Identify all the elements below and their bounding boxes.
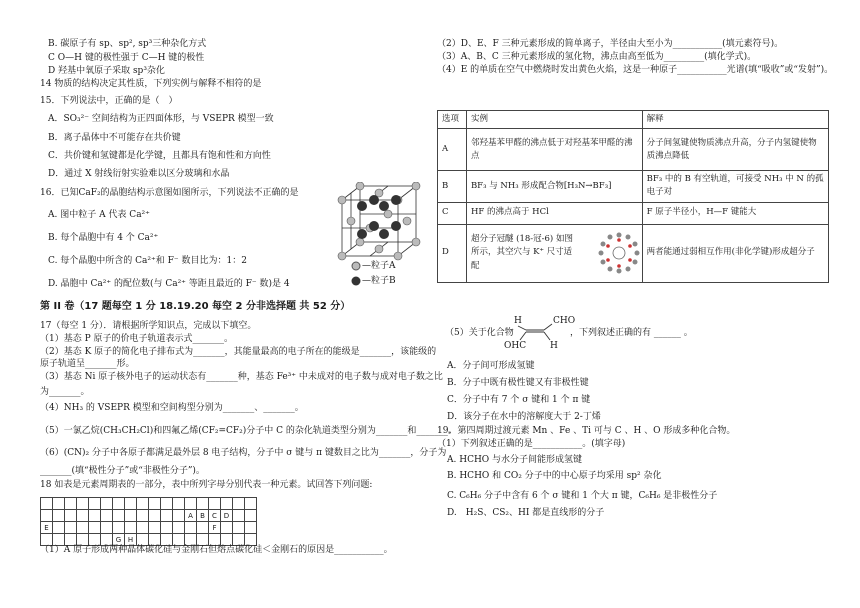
periodic-cell <box>185 522 197 534</box>
q16-option-b: B. 每个晶胞中有 4 个 Ca²⁺ <box>48 233 159 243</box>
q14-row-opt: D <box>438 224 467 282</box>
periodic-cell <box>245 534 257 546</box>
q17-2b: 原子轨道呈_______形。 <box>40 359 135 369</box>
periodic-cell <box>221 498 233 510</box>
periodic-cell <box>137 498 149 510</box>
periodic-cell <box>185 498 197 510</box>
q16-option-c: C. 每个晶胞中所含的 Ca²⁺和 F⁻ 数目比为：1：2 <box>48 256 247 266</box>
q17-4: （4）NH₃ 的 VSEPR 模型和空间构型分别为_______、_______。 <box>40 403 304 413</box>
periodic-cell <box>149 522 161 534</box>
q14-row-opt: C <box>438 202 467 224</box>
periodic-cell <box>137 534 149 546</box>
q16-option-a: A. 图中粒子 A 代表 Ca²⁺ <box>48 210 150 220</box>
q17-6b: _______(填“极性分子”或“非极性分子”)。 <box>40 466 205 476</box>
legend-particle-b: —粒子B <box>362 276 396 286</box>
periodic-cell <box>113 510 125 522</box>
periodic-cell <box>65 510 77 522</box>
periodic-cell <box>53 510 65 522</box>
q17-stem: 17（每空 1 分）．请根据所学知识点，完成以下填空。 <box>40 321 257 331</box>
periodic-cell <box>161 510 173 522</box>
q14-row-opt: B <box>438 171 467 202</box>
element-cell-F: F <box>209 522 221 534</box>
periodic-cell <box>89 522 101 534</box>
periodic-cell <box>41 510 53 522</box>
q19-option-b: B. HCHO 和 CO₂ 分子中的中心原子均采用 sp² 杂化 <box>447 471 662 481</box>
periodic-cell <box>77 498 89 510</box>
section-2-heading: 第 II 卷（17 题每空 1 分 18.19.20 每空 2 分非选择题 共 52 分） <box>40 301 351 312</box>
q14-row-example <box>466 224 642 282</box>
q14-row-explanation: BF₃ 中的 B 有空轨道，可接受 NH₃ 中 N 的孤电子对 <box>642 171 828 202</box>
q20-option-c: C．分子中有 7 个 σ 键和 1 个 π 键 <box>447 395 591 405</box>
caf2-unit-cell-diagram <box>328 182 428 262</box>
periodic-cell <box>53 534 65 546</box>
q20-option-b: B．分子中既有极性键又有非极性键 <box>447 378 589 388</box>
q13-option-d: D 羟基中氧原子采取 sp³杂化 <box>48 66 165 76</box>
periodic-cell <box>65 522 77 534</box>
q16-stem: 16．已知CaF₂的晶胞结构示意图如图所示，下列说法不正确的是 <box>40 188 299 198</box>
periodic-cell <box>89 534 101 546</box>
periodic-cell <box>65 534 77 546</box>
periodic-cell <box>113 498 125 510</box>
periodic-cell <box>233 534 245 546</box>
periodic-cell <box>209 498 221 510</box>
q19-stem: 19．第四周期过渡元素 Mn 、Fe 、Ti 可与 C 、H 、O 形成多种化合物。 <box>437 426 736 436</box>
element-cell-C: C <box>209 510 221 522</box>
periodic-cell <box>161 522 173 534</box>
periodic-cell <box>221 534 233 546</box>
periodic-cell <box>41 498 53 510</box>
periodic-cell <box>149 534 161 546</box>
periodic-cell <box>221 522 233 534</box>
periodic-cell <box>209 534 221 546</box>
q14-row-explanation: 两者能通过弱相互作用(非化学键)形成超分子 <box>642 224 828 282</box>
q19-option-c: C. C₆H₆ 分子中含有 6 个 σ 键和 1 个大 π 键，C₆H₆ 是非极性分子 <box>447 491 718 501</box>
q15-stem: 15．下列说法中，正确的是（ ） <box>40 96 178 106</box>
periodic-cell <box>233 522 245 534</box>
q15-option-b: B．离子晶体中不可能存在共价键 <box>48 133 181 143</box>
element-cell-B: B <box>197 510 209 522</box>
periodic-cell <box>173 522 185 534</box>
periodic-cell <box>173 534 185 546</box>
periodic-cell <box>149 510 161 522</box>
q17-3b: 为_______。 <box>40 387 90 397</box>
element-cell-H: H <box>125 534 137 546</box>
q14-row-d-example-text: 超分子冠醚 (18-冠-6) 如图所示，其空穴与 K⁺ 尺寸适配 <box>470 234 573 271</box>
periodic-cell <box>245 510 257 522</box>
periodic-cell <box>245 522 257 534</box>
periodic-cell <box>101 498 113 510</box>
q14-header-example: 实例 <box>466 111 642 129</box>
q15-option-c: C．共价键和氢键都是化学键，且都具有饱和性和方向性 <box>48 151 271 161</box>
periodic-cell <box>137 522 149 534</box>
q14-row-explanation: F 原子半径小，H—F 键能大 <box>642 202 828 224</box>
q15-option-a: A．SO₃²⁻ 空间结构为正四面体形，与 VSEPR 模型一致 <box>48 114 274 124</box>
periodic-cell <box>101 534 113 546</box>
q18-3: （3）A、B、C 三种元素形成的氢化物，沸点由高至低为_________(填化学式)。 <box>437 52 757 62</box>
periodic-cell <box>113 522 125 534</box>
periodic-cell <box>197 498 209 510</box>
mol-ohc: OHC <box>504 341 527 351</box>
q14-header-explanation: 解释 <box>642 111 828 129</box>
q13-option-b: B. 碳原子有 sp、sp², sp³三种杂化方式 <box>48 39 207 49</box>
q17-5: （5）一氯乙烷(CH₃CH₂Cl)和四氟乙烯(CF₂=CF₂)分子中 C 的杂化轨道类型分别为_______和_______。 <box>40 426 457 436</box>
periodic-cell <box>173 510 185 522</box>
q19-option-d: D. H₂S、CS₂、HI 都是直线形的分子 <box>447 508 605 518</box>
q19-1: （1）下列叙述正确的是___________。(填字母) <box>437 439 626 449</box>
q17-2a: （2）基态 K 原子的简化电子排布式为_______，其能量最高的电子所在的能级是_______，该能级的 <box>40 347 437 357</box>
legend-particle-a: —粒子A <box>362 261 396 271</box>
q18-2: （2）D、E、F 三种元素形成的简单离子，半径由大至小为___________(填元素符号)。 <box>437 39 784 49</box>
periodic-cell <box>41 534 53 546</box>
periodic-cell <box>125 522 137 534</box>
q17-3a: （3）基态 Ni 原子核外电子的运动状态有_______种，基态 Fe³⁺ 中未成对的电子数与成对电子数之比 <box>40 372 443 382</box>
q19-option-a: A. HCHO 与水分子间能形成氢键 <box>447 455 583 465</box>
periodic-cell <box>197 522 209 534</box>
q20-5-tail: ，下列叙述正确的有 ______ 。 <box>570 328 693 338</box>
q16-option-d: D. 晶胞中 Ca²⁺ 的配位数(与 Ca²⁺ 等距且最近的 F⁻ 数)是 4 <box>48 279 290 289</box>
mol-cho: CHO <box>553 316 576 326</box>
periodic-cell <box>77 534 89 546</box>
periodic-cell <box>125 498 137 510</box>
q17-1: （1）基态 P 原子的价电子轨道表示式_______。 <box>40 334 234 344</box>
periodic-table-fragment <box>40 497 257 546</box>
periodic-cell <box>53 498 65 510</box>
periodic-cell <box>137 510 149 522</box>
q14-header-option: 选项 <box>438 111 467 129</box>
element-cell-E: E <box>41 522 53 534</box>
periodic-cell <box>77 510 89 522</box>
q14-row-opt: A <box>438 129 467 171</box>
periodic-cell <box>53 522 65 534</box>
periodic-cell <box>101 522 113 534</box>
periodic-cell <box>65 498 77 510</box>
periodic-cell <box>161 534 173 546</box>
q18-4: （4）E 的单质在空气中燃烧时发出黄色火焰，这是一种原子___________光谱(填“吸收”或“发射”)。 <box>437 65 834 75</box>
periodic-cell <box>245 498 257 510</box>
periodic-cell <box>125 510 137 522</box>
q20-option-a: A．分子间可形成氢键 <box>447 361 535 371</box>
periodic-cell <box>233 510 245 522</box>
element-cell-D: D <box>221 510 233 522</box>
legend-particle-a-icon <box>351 261 361 271</box>
periodic-cell <box>77 522 89 534</box>
q20-option-d: D．该分子在水中的溶解度大于 2-丁烯 <box>447 412 601 422</box>
legend-particle-b-icon <box>351 276 361 286</box>
q13-option-c: C O—H 键的极性强于 C—H 键的极性 <box>48 53 205 63</box>
periodic-cell <box>89 510 101 522</box>
periodic-cell <box>233 498 245 510</box>
periodic-cell <box>89 498 101 510</box>
periodic-cell <box>185 534 197 546</box>
q17-6a: （6）(CN)₂ 分子中各原子都满足最外层 8 电子结构，分子中 σ 键与 π 键数目之比为_______，分子为 <box>40 448 447 458</box>
q14-row-example: BF₃ 与 NH₃ 形成配合物[H₃N→BF₃] <box>466 171 642 202</box>
q20-5-stem: （5）关于化合物 <box>445 328 514 338</box>
crown-ether-diagram <box>597 231 641 275</box>
mol-h-left: H <box>514 316 522 326</box>
q18-stem: 18 如表是元素周期表的一部分，表中所列字母分别代表一种元素。试回答下列问题: <box>40 480 373 490</box>
q15-option-d: D．通过 X 射线衍射实验难以区分玻璃和水晶 <box>48 169 230 179</box>
q14-table <box>437 110 829 283</box>
q14-row-example: 邻羟基苯甲醛的沸点低于对羟基苯甲醛的沸点 <box>466 129 642 171</box>
q14-row-explanation: 分子间氢键使物质沸点升高，分子内氢键使物质沸点降低 <box>642 129 828 171</box>
periodic-cell <box>173 498 185 510</box>
q14-row-example: HF 的沸点高于 HCl <box>466 202 642 224</box>
periodic-cell <box>149 498 161 510</box>
element-cell-A: A <box>185 510 197 522</box>
periodic-cell <box>197 534 209 546</box>
periodic-cell <box>161 498 173 510</box>
q14-stem: 14 物质的结构决定其性质，下列实例与解释不相符的是 <box>40 79 262 89</box>
q18-1: （1）A 原子形成两种晶体碳化硅与金刚石但熔点碳化硅＜金刚石的原因是___________。 <box>40 545 393 555</box>
periodic-cell <box>101 510 113 522</box>
element-cell-G: G <box>113 534 125 546</box>
mol-h-right: H <box>550 341 558 351</box>
